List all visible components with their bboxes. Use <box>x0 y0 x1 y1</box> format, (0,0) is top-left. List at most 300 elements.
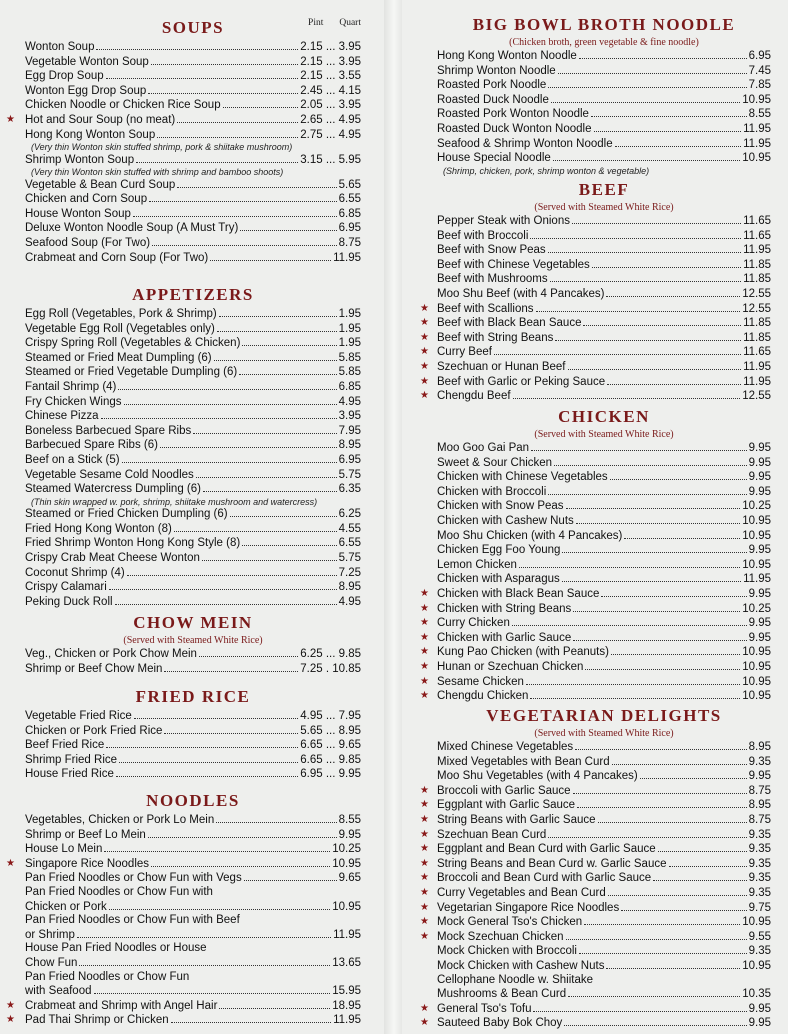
menu-item <box>420 675 771 690</box>
item-price: 2.75 ... 4.95 <box>300 128 361 141</box>
menu-item <box>25 566 361 581</box>
item-price: 10.95 <box>742 529 771 542</box>
dot-leader <box>122 453 337 463</box>
star-icon: ★ <box>420 360 429 372</box>
item-price: 6.55 <box>338 193 361 206</box>
menu-item <box>437 122 771 137</box>
dot-leader <box>494 345 741 355</box>
star-icon: ★ <box>420 901 429 913</box>
item-name: Mushrooms & Bean Curd <box>437 988 567 1001</box>
item-name: Steamed or Fried Meat Dumpling (6) <box>25 351 212 364</box>
dot-leader <box>606 287 740 297</box>
dot-leader <box>216 813 336 823</box>
dot-leader <box>669 857 747 867</box>
item-price: 1.95 <box>338 337 361 350</box>
item-name: Moo Shu Chicken (with 4 Pancakes) <box>437 529 623 542</box>
item-price: 6.65 ... 9.65 <box>300 739 361 752</box>
star-icon: ★ <box>420 660 429 672</box>
menu-item <box>437 243 771 258</box>
menu-item <box>25 595 361 610</box>
menu-item <box>437 456 771 471</box>
menu-item <box>25 128 361 143</box>
menu-item <box>437 287 771 302</box>
section-chow-mein <box>25 613 361 676</box>
item-name: Crispy Crab Meat Cheese Wonton <box>25 551 200 564</box>
item-name-line: Pan Fried Noodles or Chow Fun with <box>25 885 213 898</box>
item-price: 9.35 <box>748 828 771 841</box>
menu-item <box>25 453 361 468</box>
dot-leader <box>177 178 336 188</box>
section-big-bowl <box>437 15 771 176</box>
menu-item <box>420 901 771 916</box>
section-soups <box>6 18 361 265</box>
dot-leader <box>109 580 337 590</box>
item-price: 2.45 ... 4.15 <box>300 84 361 97</box>
item-price: 9.95 <box>748 631 771 644</box>
menu-item <box>25 580 361 595</box>
item-name: Chinese Pizza <box>25 410 99 423</box>
item-name: Beef on a Stick (5) <box>25 453 120 466</box>
star-icon: ★ <box>420 828 429 840</box>
menu-item <box>420 857 771 872</box>
item-name: Vegetable Wonton Soup <box>25 55 149 68</box>
menu-item <box>437 959 771 974</box>
dot-leader <box>136 153 298 163</box>
item-name: Hong Kong Wonton Noodle <box>437 50 577 62</box>
menu-item <box>420 798 771 813</box>
dot-leader <box>164 662 298 672</box>
item-name: Wonton Egg Drop Soup <box>25 84 147 97</box>
item-name: Mock Szechuan Chicken <box>437 930 564 943</box>
menu-item <box>25 647 361 662</box>
menu-item <box>437 944 771 959</box>
item-name: Crabmeat and Shrimp with Angel Hair <box>25 999 218 1012</box>
dot-leader <box>133 207 337 217</box>
menu-item <box>25 153 361 168</box>
item-price: 8.75 <box>748 813 771 826</box>
item-price: 5.65 ... 8.95 <box>300 724 361 737</box>
menu-item <box>25 828 361 843</box>
item-name: Beef with Snow Peas <box>437 244 546 257</box>
item-price: 4.95 ... 7.95 <box>300 710 361 722</box>
item-name: Crabmeat and Corn Soup (For Two) <box>25 251 209 264</box>
dot-leader <box>109 900 330 910</box>
dot-leader <box>615 137 741 147</box>
star-icon: ★ <box>420 930 429 942</box>
item-price: 11.85 <box>743 331 771 344</box>
item-name: Chicken with Chinese Vegetables <box>437 471 608 484</box>
item-price: 3.95 <box>338 410 361 423</box>
dot-leader <box>568 360 742 370</box>
item-name: Hong Kong Wonton Soup <box>25 128 156 141</box>
item-price: 8.55 <box>338 814 361 826</box>
dot-leader <box>79 956 330 966</box>
item-price: 8.95 <box>338 581 361 594</box>
dot-leader <box>594 122 742 132</box>
dot-leader <box>653 871 746 881</box>
dot-leader <box>199 647 298 657</box>
dot-leader <box>148 84 298 94</box>
star-icon: ★ <box>420 690 429 702</box>
dot-leader <box>164 724 298 734</box>
menu-item <box>25 438 361 453</box>
item-price: 2.15 ... 3.95 <box>300 55 361 68</box>
item-name: Eggplant and Bean Curd with Garlic Sauce <box>437 843 656 856</box>
menu-item <box>25 871 361 886</box>
dot-leader <box>548 243 741 253</box>
item-name: Pan Fried Noodles or Chow Fun with Vegs <box>25 872 242 885</box>
dot-leader <box>219 999 330 1009</box>
item-name: Curry Beef <box>437 346 492 359</box>
star-icon: ★ <box>420 587 429 599</box>
item-name: Lemon Chicken <box>437 558 517 571</box>
dot-leader <box>584 915 740 925</box>
dot-leader <box>512 616 747 626</box>
item-price: 11.95 <box>743 244 771 257</box>
item-price: 10.95 <box>332 900 361 913</box>
menu-item <box>420 631 771 646</box>
dot-leader <box>239 365 336 375</box>
menu-item <box>437 107 771 122</box>
menu-item <box>25 365 361 380</box>
item-price: 9.95 <box>748 485 771 498</box>
section-subtitle: (Chicken broth, green vegetable & fine noodle) <box>509 37 699 48</box>
item-name: Broccoli and Bean Curd with Garlic Sauce <box>437 872 652 885</box>
item-note: (Thin skin wrapped w. pork, shrimp, shiitake mushroom and watercress) <box>31 496 318 507</box>
item-price: 10.95 <box>742 558 771 571</box>
menu-item <box>25 536 361 551</box>
item-price: 9.35 <box>748 886 771 899</box>
section-title: CHOW MEIN <box>133 613 253 632</box>
item-price: 10.35 <box>742 988 771 1001</box>
item-name: Beef with Scallions <box>437 302 534 315</box>
item-price: 6.95 <box>338 222 361 235</box>
item-name: Mock General Tso's Chicken <box>437 916 583 929</box>
dot-leader <box>579 944 747 954</box>
item-name: Chengdu Beef <box>437 390 511 403</box>
item-name: Pad Thai Shrimp or Chicken <box>25 1014 169 1027</box>
item-name: Chicken or Pork Fried Rice <box>25 724 163 737</box>
menu-item <box>25 380 361 395</box>
menu-item <box>25 322 361 337</box>
star-icon: ★ <box>420 646 429 658</box>
menu-item <box>437 529 771 544</box>
item-price: 2.05 ... 3.95 <box>300 99 361 112</box>
menu-item <box>437 987 771 1002</box>
item-price: 12.55 <box>742 287 771 300</box>
item-name: Chicken with Cashew Nuts <box>437 514 574 527</box>
item-note: (Shrimp, chicken, pork, shrimp wonton & vegetable) <box>443 165 650 176</box>
item-name: Beef with Mushrooms <box>437 273 548 286</box>
item-price: 11.95 <box>743 573 771 586</box>
item-price: 4.55 <box>338 522 361 535</box>
menu-item <box>25 98 361 113</box>
dot-leader <box>203 482 337 492</box>
menu-item <box>420 360 771 375</box>
dot-leader <box>134 709 298 719</box>
dot-leader <box>658 842 747 852</box>
item-name: Moo Shu Vegetables (with 4 Pancakes) <box>437 770 638 783</box>
item-price: 11.95 <box>743 137 771 150</box>
dot-leader <box>96 40 298 50</box>
item-price: 11.65 <box>743 215 771 227</box>
dot-leader <box>568 987 740 997</box>
dot-leader <box>157 128 298 138</box>
item-name: or Shrimp <box>25 928 75 941</box>
item-price: 9.95 <box>748 617 771 630</box>
menu-item <box>437 258 771 273</box>
item-name: Fry Chicken Wings <box>25 395 122 408</box>
item-price: 11.95 <box>743 375 771 388</box>
menu-item <box>420 784 771 799</box>
item-price: 5.85 <box>338 366 361 379</box>
item-name: Broccoli with Garlic Sauce <box>437 784 571 797</box>
dot-leader <box>94 984 331 994</box>
menu-item <box>420 660 771 675</box>
item-name: Beef with String Beans <box>437 331 554 344</box>
dot-leader <box>579 49 747 59</box>
dot-leader <box>576 514 740 524</box>
item-name-line: House Pan Fried Noodles or House <box>25 942 207 955</box>
item-name: Shrimp or Beef Chow Mein <box>25 662 163 675</box>
dot-leader <box>536 302 741 312</box>
dot-leader <box>174 522 337 532</box>
item-price: 8.55 <box>748 108 771 121</box>
menu-item <box>25 40 361 55</box>
item-price: 10.95 <box>742 916 771 929</box>
dot-leader <box>171 1013 331 1023</box>
dot-leader <box>240 221 336 231</box>
item-price: 1.95 <box>338 322 361 335</box>
item-price: 11.95 <box>333 1014 361 1027</box>
dot-leader <box>104 842 330 852</box>
item-name: Vegetable Sesame Cold Noodles <box>25 468 194 481</box>
item-name-line: Cellophane Noodle w. Shiitake <box>437 973 593 986</box>
item-name: Chengdu Chicken <box>437 690 529 703</box>
dot-leader <box>196 468 337 478</box>
dot-leader <box>548 78 746 88</box>
pint-label: Pint <box>308 18 324 28</box>
item-name: Curry Chicken <box>437 617 510 630</box>
menu-item <box>25 767 361 782</box>
menu-item <box>25 662 361 677</box>
dot-leader <box>562 572 741 582</box>
item-price: 11.95 <box>333 928 361 941</box>
menu-item <box>25 842 361 857</box>
star-icon: ★ <box>420 617 429 629</box>
dot-leader <box>533 1002 746 1012</box>
star-icon: ★ <box>420 602 429 614</box>
item-name: Chicken with Snow Peas <box>437 500 564 513</box>
dot-leader <box>244 871 337 881</box>
item-name: Sauteed Baby Bok Choy <box>437 1017 563 1030</box>
item-name: Vegetable & Bean Curd Soup <box>25 178 176 191</box>
menu-item <box>437 137 771 152</box>
item-name: Vegetables, Chicken or Pork Lo Mein <box>25 814 215 826</box>
item-price: 5.65 <box>338 178 361 191</box>
item-price: 11.65 <box>743 346 771 359</box>
item-price: 11.65 <box>743 229 771 242</box>
star-icon: ★ <box>420 375 429 387</box>
item-name: Mock Chicken with Broccoli <box>437 945 577 958</box>
menu-item <box>25 956 361 971</box>
menu-item <box>420 375 771 390</box>
quart-label: Quart <box>339 18 361 28</box>
dot-leader <box>160 438 337 448</box>
dot-leader <box>217 322 337 332</box>
menu-item <box>25 307 361 322</box>
item-price: 10.25 <box>742 500 771 513</box>
dot-leader <box>151 55 298 65</box>
menu-item <box>420 813 771 828</box>
item-price: 9.95 <box>338 828 361 841</box>
section-subtitle: (Served with Steamed White Rice) <box>123 635 263 646</box>
item-price: 9.95 <box>748 587 771 600</box>
menu-item <box>420 886 771 901</box>
menu-item <box>437 543 771 558</box>
item-price: 5.75 <box>338 468 361 481</box>
item-name: String Beans and Bean Curd w. Garlic Sauce <box>437 857 667 870</box>
dot-leader <box>148 828 337 838</box>
dot-leader <box>572 214 741 224</box>
menu-item <box>437 64 771 79</box>
item-price: 6.55 <box>338 537 361 550</box>
item-price: 9.35 <box>748 945 771 958</box>
item-name: Hot and Sour Soup (no meat) <box>25 113 176 126</box>
menu-item <box>25 236 361 251</box>
menu-item <box>25 84 361 99</box>
item-name: Chicken with Garlic Sauce <box>437 631 572 644</box>
menu-item <box>25 738 361 753</box>
star-icon: ★ <box>6 113 15 125</box>
menu-item <box>25 753 361 768</box>
item-name: Mock Chicken with Cashew Nuts <box>437 959 605 972</box>
dot-leader <box>219 307 337 317</box>
menu-item <box>437 272 771 287</box>
star-icon: ★ <box>420 784 429 796</box>
dot-leader <box>530 689 740 699</box>
menu-item <box>25 55 361 70</box>
item-name: Beef with Broccoli <box>437 229 529 242</box>
item-price: 9.95 <box>748 471 771 484</box>
item-name: Moo Shu Beef (with 4 Pancakes) <box>437 287 605 300</box>
item-name: String Beans with Garlic Sauce <box>437 813 596 826</box>
item-price: 10.95 <box>742 959 771 972</box>
item-price: 11.95 <box>743 122 771 135</box>
menu-item <box>25 522 361 537</box>
item-name: Fantail Shrimp (4) <box>25 380 117 393</box>
dot-leader <box>554 456 747 466</box>
dot-leader <box>558 64 747 74</box>
item-name: Seafood Soup (For Two) <box>25 236 151 249</box>
item-name: House Wonton Soup <box>25 207 131 220</box>
item-name: Steamed or Fried Vegetable Dumpling (6) <box>25 366 238 379</box>
menu-item <box>420 331 771 346</box>
dot-leader <box>513 389 741 399</box>
star-icon: ★ <box>420 857 429 869</box>
item-name: Beef with Black Bean Sauce <box>437 317 582 330</box>
item-name: Chicken with Broccoli <box>437 485 547 498</box>
dot-leader <box>531 441 747 451</box>
item-price: 7.45 <box>748 64 771 77</box>
section-subtitle: (Served with Steamed White Rice) <box>534 728 674 739</box>
star-icon: ★ <box>420 302 429 314</box>
section-title: VEGETARIAN DELIGHTS <box>486 706 722 725</box>
item-name: Fried Shrimp Wonton Hong Kong Style (8) <box>25 537 241 550</box>
section-title: NOODLES <box>146 791 240 810</box>
menu-item <box>25 351 361 366</box>
item-price: 12.55 <box>742 302 771 315</box>
item-name: Curry Vegetables and Bean Curd <box>437 886 606 899</box>
item-name: Fried Hong Kong Wonton (8) <box>25 522 172 535</box>
section-title: APPETIZERS <box>132 285 254 304</box>
menu-item <box>420 316 771 331</box>
menu-item <box>25 424 361 439</box>
dot-leader <box>115 595 337 605</box>
item-price: 5.75 <box>338 551 361 564</box>
item-name: Chicken or Pork <box>25 900 107 913</box>
menu-item <box>437 49 771 64</box>
item-name: Vegetable Egg Roll (Vegetables only) <box>25 322 215 335</box>
menu-item <box>437 514 771 529</box>
dot-leader <box>611 645 740 655</box>
dot-leader <box>519 558 740 568</box>
menu-item <box>25 724 361 739</box>
dot-leader <box>610 470 747 480</box>
item-name: Sweet & Sour Chicken <box>437 456 553 469</box>
dot-leader <box>621 901 746 911</box>
dot-leader <box>612 755 747 765</box>
item-price: 2.15 ... 3.55 <box>300 70 361 83</box>
star-icon: ★ <box>420 872 429 884</box>
menu-item <box>420 345 771 360</box>
menu-item <box>437 78 771 93</box>
menu-item <box>25 178 361 193</box>
item-price: 12.55 <box>742 390 771 403</box>
item-price: 9.95 <box>748 544 771 557</box>
star-icon: ★ <box>420 916 429 928</box>
item-name: Veg., Chicken or Pork Chow Mein <box>25 648 197 660</box>
menu-item <box>437 499 771 514</box>
dot-leader <box>591 107 747 117</box>
dot-leader <box>223 98 299 108</box>
item-name: Sesame Chicken <box>437 675 524 688</box>
item-name: Peking Duck Roll <box>25 595 113 608</box>
dot-leader <box>598 813 747 823</box>
item-name: Chow Fun <box>25 956 78 969</box>
dot-leader <box>119 753 298 763</box>
dot-leader <box>566 930 747 940</box>
item-name: Steamed or Fried Chicken Dumpling (6) <box>25 508 228 521</box>
page-fold <box>384 0 402 1034</box>
dot-leader <box>607 375 741 385</box>
item-price: 15.95 <box>332 985 361 998</box>
item-name: Crispy Spring Roll (Vegetables & Chicken) <box>25 337 241 350</box>
section-title: FRIED RICE <box>135 687 251 706</box>
item-price: 8.95 <box>338 439 361 452</box>
item-price: 9.95 <box>748 1002 771 1015</box>
dot-leader <box>562 543 746 553</box>
menu-item <box>437 214 771 229</box>
item-price: 7.95 <box>338 424 361 437</box>
item-price: 3.15 ... 5.95 <box>300 153 361 166</box>
item-price: 11.85 <box>743 273 771 286</box>
dot-leader <box>214 351 337 361</box>
item-name: Beef with Garlic or Peking Sauce <box>437 375 606 388</box>
section-subtitle: (Served with Steamed White Rice) <box>534 429 674 440</box>
item-price: 6.95 <box>748 50 771 62</box>
dot-leader <box>177 113 298 123</box>
